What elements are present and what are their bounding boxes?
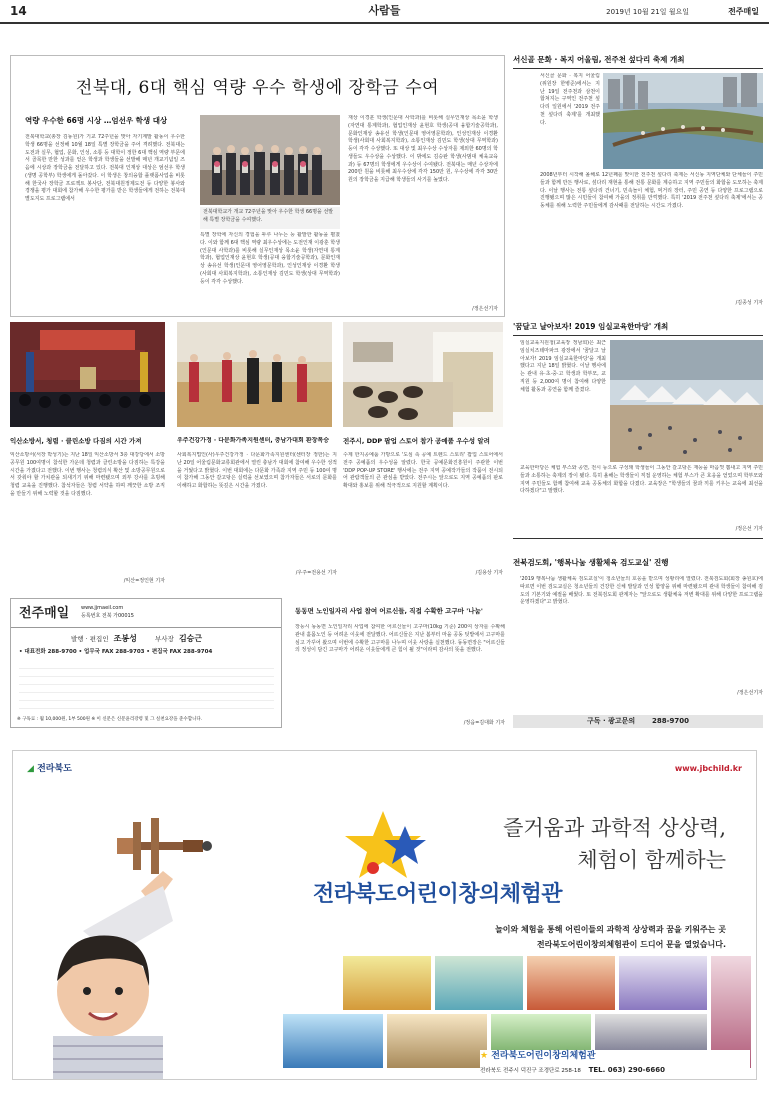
awards-photo	[200, 115, 340, 205]
right3-body: '2019 행복나눔 생활체육 검도교실'이 청소년들의 호응을 받으며 성황리에 열렸다. 전북검도회(회장 송원호)에 따르면 이번 검도교실은 청소년들의 건강한 신체 발달과 인성 함양을 위해 마련됐으며 관내 학생들이 참여해 검도의 기본기와 예절을 배웠다. 또 전북검도회 관계자는 "앞으로도 생활체육 저변 확대를 위해 다양한 프로그램을 운영하겠다"고 밝혔다.	[520, 576, 763, 606]
gallery-photo-4	[619, 956, 707, 1010]
ad-url[interactable]: www.jbchild.kr	[674, 764, 742, 773]
dance-photo	[177, 322, 332, 427]
row2-c3-body: 수제 한지공예품 가방으로 '도심 속 공예 트렌드 스토리' 팝업 스토어에서 전주 공예품의 우수성을 알렸다. 한국 공예문화진흥원이 주관한 이번 'DDP POP-UP STORE' 행사에는 전주 지역 공예작가들의 작품이 전시되어 관람객들의 큰 관심을 받았다. 전주시는 앞으로도 지역 공예품의 판로 확대와 홍보를 위해 적극적으로 지원할 계획이다.	[343, 452, 503, 489]
issue-date: 2019년 10월 21일 월요일	[606, 8, 689, 16]
right3-title: 전북검도회, '행복나눔 생활체육 검도교실' 진행	[513, 558, 669, 567]
editor-label: 부사장	[155, 635, 174, 643]
right3-byline: /정은선기자	[737, 690, 763, 696]
main-article-title: 전북대, 6대 핵심 역량 우수 학생에 장학금 수여	[75, 78, 440, 98]
sponsor-logo	[27, 763, 72, 776]
row2-c3-title: 전주시, DDP 팝업 스토어 참가 공예품 우수성 알려	[343, 437, 490, 445]
masthead-contact: • 대표전화 288-9700 • 업무국 FAX 288-9703 • 편집국 FAX 288-9704	[19, 649, 213, 655]
masthead-url: www.jjmaeil.com	[81, 605, 124, 611]
subscribe-label: 구독 · 광고문의	[587, 717, 636, 725]
advertisement[interactable]	[12, 750, 757, 1080]
editor-name: 김승근	[178, 634, 203, 643]
ad-footer	[480, 1050, 750, 1078]
main-article-col2: 특별 장학에 자신의 경험을 두루 나누는 등 활발한 활동을 펼쳤다. 이와 함께 6대 핵심 역량 최우수상에는 도전인재 이광훈 학생(인문대 사학과)를 비롯해 실무인재상 목소윤 학생(자연대 통계학과), 협업인재상 윤현호 학생(공대 융합기술공학과), 문화인재상 송유선 학생(인문대 영어영문학과), 인성인재상 이경환 학생(사회대 사회복지학과), 소통인재상 김민도 학생(상대 무역학과) 등이 각각 수상했다.	[200, 232, 340, 285]
row2-c1-title: 익산소방서, 청렴 · 클린소방 다짐의 시간 가져	[10, 437, 142, 445]
row3-byline: /정읍=김대화 기자	[463, 720, 505, 726]
gallery-photo-2	[435, 956, 523, 1010]
right2-body: 교육한마당은 체험 부스와 공연, 전시 등으로 구성돼 학생들이 그동안 갈고닦은 재능을 마음껏 뽐내고 지역 주민들과 소통하는 축제의 장이 됐다. 특히 올해는 학생들이 직접 운영하는 체험 부스가 큰 호응을 얻었으며 학부모와 지역 주민들도 함께 참여해 교육 공동체의 화합을 다졌다. 교육장은 "학생들의 꿈과 끼를 키우는 교육에 최선을 다하겠다"고 말했다.	[520, 465, 763, 495]
row2-c1-byline: /익산=정인현 기자	[123, 578, 165, 584]
row2-c2-title: 우주건강가정 · 다문화가족지원센터, 충남가대회 환장폭승	[177, 437, 330, 444]
right1-title: 서신골 문화 · 복지 어울림, 전주천 섶다리 축제 개최	[513, 55, 685, 64]
masthead-box	[10, 598, 282, 728]
right2-byline: /정은선 기자	[735, 526, 763, 532]
row3-body: 장등시 동동면 노인일자리 사업에 참여한 어르신들이 고구마(10kg 기준) 200여 상자를 수확해 관내 홀몸노인 등 어려운 이웃에 전달했다. 어르신들은 지난 봄부터 마을 공동 텃밭에서 고구마를 심고 가꾸어 왔으며 이번에 수확한 고구마를 나누며 이웃 사랑을 실천했다. 동동면장은 "어르신들의 정성이 담긴 고구마가 어려운 이웃들에게 큰 힘이 될 것"이라며 감사의 뜻을 전했다.	[295, 624, 505, 654]
subscribe-phone: 288-9700	[651, 717, 689, 725]
right1-body: 2008년부터 시작해 올해로 12년째를 맞이한 전주천 섶다리 축제는 서신동 지역단체와 단체들이 주민들과 함께 만든 행사로, 섶다리 재현을 통해 전통 문화를 계승하고 지역 주민들의 화합을 도모하는 축제다. 이날 행사는 전통 섶다리 건너기, 민속놀이 체험, 먹거리 장터, 주민 공연 등 다양한 프로그램으로 진행됐으며 많은 시민들이 참여해 가을의 정취를 만끽했다. 특히 '2019 전주천 섶다리 축제'에서는 공동체를 위해 노력한 주민들에게 감사패를 전달하는 시간도 가졌다.	[540, 172, 763, 209]
row2-c2-byline: /우주=전용선 기자	[295, 570, 337, 576]
section-title: 사람들	[368, 4, 401, 17]
ad-address: 전라북도 전주시 덕진구 조경단로 258-18	[480, 1068, 581, 1075]
sponsor-name: 전라북도	[37, 764, 72, 774]
row2-c2-body: 사회복지법인(사)우주건강가정 · 다문화가족지원센터(센터장 정한)는 지난 20일 어울림문화교류회관에서 열린 충남가 대회에 참여해 우수한 성적을 거뒀다고 밝혔다. 이번 대회에는 다문화 가족과 지역 주민 등 100여 명이 참가해 그동안 갈고닦은 실력을 선보였으며 참가자들은 서로의 문화를 이해하고 화합하는 뜻깊은 시간을 가졌다.	[177, 452, 337, 489]
publisher-name: 조봉성	[113, 634, 137, 643]
ad-tel: TEL. 063) 290-6660	[588, 1066, 665, 1075]
child-illustration	[23, 791, 263, 1080]
page-header	[0, 0, 769, 24]
main-article-subtitle: 역량 우수한 66명 시상 …엄선우 학생 대상	[25, 116, 168, 125]
paper-name: 전주매일	[728, 6, 759, 16]
star-logo-icon	[343, 806, 438, 886]
ad-brand: 전라북도어린이창의체험관	[313, 882, 563, 907]
gallery-photo-5	[283, 1014, 383, 1068]
main-article-col1: 전북대학교(총장 김동원)가 기교 72주년을 맞아 자기계발 활동이 우수한 학생 66명을 선정해 10월 18일 특별 장학금을 주어 격려했다. 전북대는 도전과 실무, 협업, 문화, 인성, 소통 등 대학이 정한 6대 핵심 역량 부문에서 골목한 만한 성과를 얻은 학생과 학생들을 선발해 매년 개교기념일 즈음에 시상과 장학금을 전달하고 있다. 전북대 인재상 대상은 엄선우 학생(생명 공학부) 학생에게 돌아갔다. 이 학생은 창의융합 플랫폼사업을 비롯해 한국사 장학금 프로젝트 봉사단, 전북대원정제도전 등 다양한 봉사와 경쟁을 평가 대회에 참가해 우수한 평가를 받은 학생들에게 전하는 전북대별도지도 프로그램에서	[25, 134, 185, 202]
festival-photo	[610, 340, 763, 462]
ad-footer-logo-icon: ★	[480, 1051, 489, 1061]
row3-title: 동동면 노인일자리 사업 참여 어르신들, 직접 수확한 고구마 '나눔'	[295, 607, 483, 615]
row2-c1-body: 익산소방서(서장 박성기)는 지난 18일 익산소방서 3층 대강당에서 소방공무원 100여명이 참석한 가운데 청렴과 클린소방을 다짐하는 특강을 시간을 가졌다고 전했다. 이번 행사는 청렴의식 확산 및 소방공무원으로서 갖춰야 할 가치관을 되새기기 위해 마련됐으며 외부 강사를 초빙해 청렴 교육을 진행했다. 참석자들은 청렴 서약을 하며 깨끗한 소방 조직을 만들기 위해 노력할 것을 다짐했다.	[10, 452, 165, 497]
fire-station-photo	[10, 322, 165, 427]
main-article-byline: /정은선기자	[472, 306, 498, 312]
row2-c3-byline: /김용상 기자	[475, 570, 503, 576]
main-article-col3: 재상 이경훈 학생(인문대 사학과)를 비롯해 실무인재상 목소윤 학생(자연대 통계학과), 협업인재상 윤현호 학생(공대 융합기술공학과), 문화인재상 송유선 학생(인문대 영어영문학과), 인성인재상 이경환 학생(사회대 사회복지학과), 소통인재상 김민도 학생(상대 무역학과) 등이 각각 수상했다. 또 대상 및 최우수상 수상자를 제외한 60명의 학생들도 우수상을 수상했다. 이 밖에도 김승완 학생(사범대 체육교육과) 등 67명의 학생에게 우수상이 수여됐다. 전북대는 매년 수상자에 200만 원을 비롯해 최우수상에 각각 150만 원, 우수상에 각각 30만 원의 장학금을 지급해 학생들의 사기를 높였다.	[348, 115, 498, 183]
right2-title: '꿈달고 날아보자! 2019 임실교육한마당' 개최	[513, 322, 669, 331]
masthead-footer: ※ 구독료 : 월 10,000원, 1부 500원 ※ 이 신문은 신문윤리강령 및 그 실천요강을 준수합니다.	[17, 717, 203, 722]
right1-body-wrap: 서신골 문화 · 복지 어울림(위원장 한병준)에서는 지난 19일 전주천과 삼천이 합쳐지는 구역인 전주천 섶다리 일원에서 '2019 전주천 섶다리 축제'를 개최했다.	[540, 73, 600, 126]
craft-photo	[343, 322, 503, 427]
ad-headline-2: 체험이 함께하는	[577, 848, 726, 872]
page-number: 14	[10, 4, 27, 18]
ad-headline-1: 즐거움과 과학적 상상력,	[503, 816, 726, 840]
gallery-photo-3	[527, 956, 615, 1010]
masthead-name: 전주매일	[19, 606, 70, 621]
right1-byline: /김종성 기자	[735, 300, 763, 306]
stream-photo	[603, 73, 763, 169]
awards-photo-caption: 전북대학교가 개교 72주년을 맞아 우수한 학생 66명을 선발해 특별 장학금을 수여했다.	[200, 207, 340, 229]
sponsor-logo-icon: ◢	[27, 764, 34, 774]
right2-body-wrap: 임실교육지원청(교육장 정남희)은 최근 임실치즈테마파크 광장에서 '꿈달고 날아보자! 2019 임실교육한마당'을 개최했다고 지난 18일 밝혔다. 이날 행사에는 관내 유·초·중·고 학생과 학부모, 교직원 등 2,000여 명이 참여해 다양한 체험 활동과 공연을 함께 즐겼다.	[520, 340, 606, 393]
ad-footer-brand: ★ 전라북도어린이창의체험관	[480, 1051, 596, 1061]
gallery-photo-1	[343, 956, 431, 1010]
gallery-photo-6	[387, 1014, 487, 1068]
ad-description-2: 전라북도어린이창의체험관이 드디어 문을 열었습니다.	[536, 940, 726, 949]
subscribe-box	[513, 715, 763, 728]
masthead-reg: 등록번호 전북 가00015	[81, 613, 134, 619]
publisher-label: 발행 · 편집인	[71, 635, 109, 643]
ad-description-1: 놀이와 체험을 통해 어린이들의 과학적 상상력과 꿈을 키워주는 곳	[495, 925, 726, 934]
